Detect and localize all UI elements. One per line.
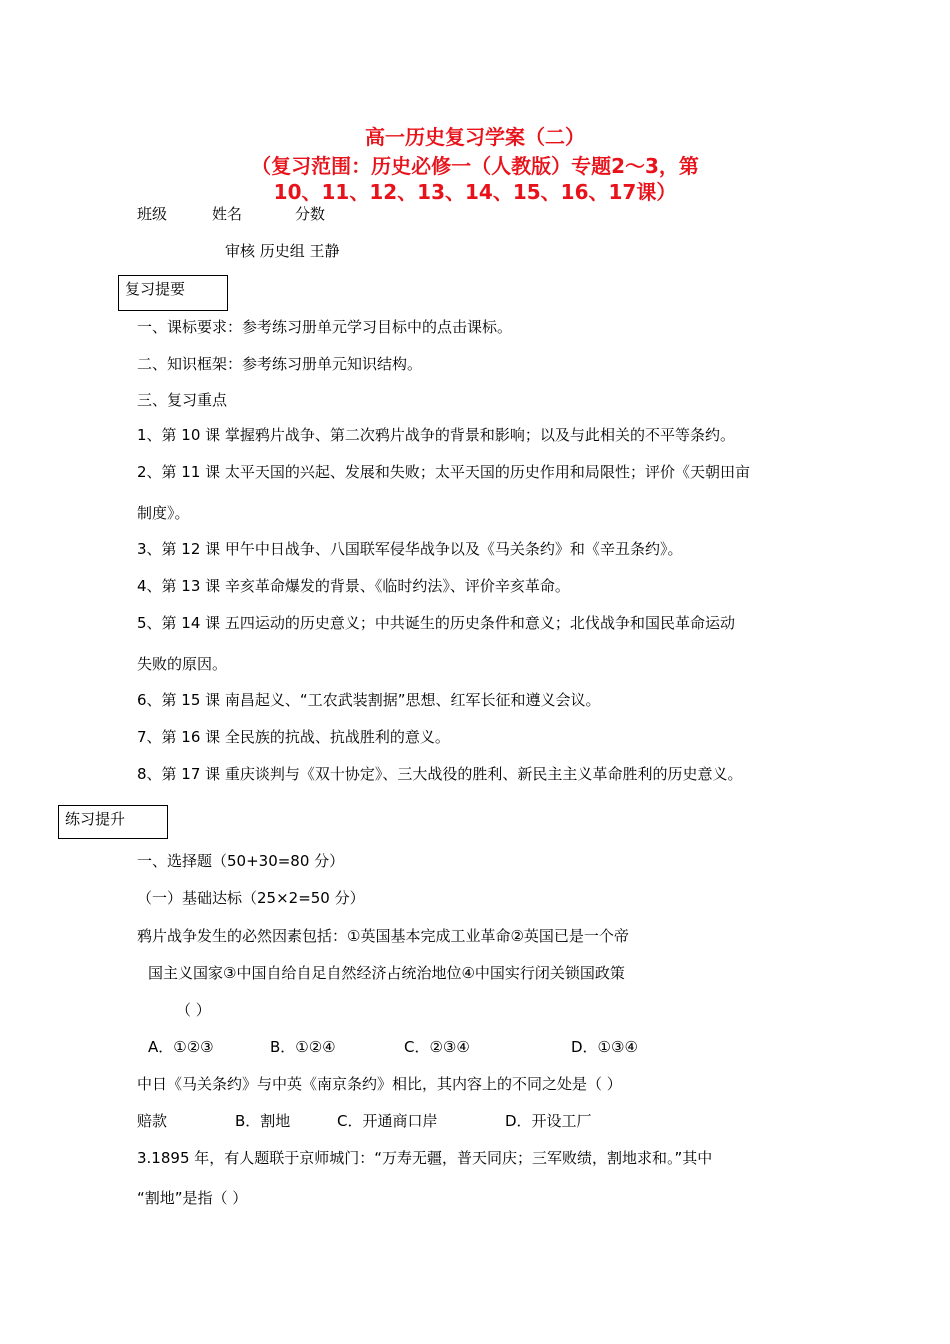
question-2-text: 中日《马关条约》与中英《南京条约》相比，其内容上的不同之处是（ ） — [137, 1075, 622, 1093]
doc-title: 高一历史复习学案（二） — [365, 125, 585, 149]
text-line: 三、复习重点 — [137, 391, 228, 409]
key-point-item: 失败的原因。 — [137, 655, 228, 673]
key-point-item: 5、第 14 课 五四运动的历史意义；中共诞生的历史条件和意义；北伐战争和国民革命运动 — [137, 614, 735, 632]
doc-subtitle-line1: （复习范围：历史必修一（人教版）专题2～3，第 — [251, 154, 699, 178]
question-1-option-b: B．①②④ — [270, 1038, 336, 1056]
exercise-heading: 一、选择题（50+30=80 分） — [137, 852, 345, 870]
key-point-item: 4、第 13 课 辛亥革命爆发的背景、《临时约法》、评价辛亥革命。 — [137, 577, 570, 595]
section-box-practice — [58, 805, 168, 839]
question-1-option-d: D．①③④ — [571, 1038, 638, 1056]
section-box-label: 复习提要 — [125, 280, 186, 298]
question-3-text: “割地”是指（ ） — [137, 1189, 248, 1207]
key-point-item: 2、第 11 课 太平天国的兴起、发展和失败；太平天国的历史作用和局限性；评价《天朝田亩 — [137, 463, 750, 481]
section-box-label: 练习提升 — [65, 810, 126, 828]
text-line: 二、知识框架：参考练习册单元知识结构。 — [137, 355, 423, 373]
question-2-option-d: D．开设工厂 — [505, 1112, 592, 1130]
question-1-text: 鸦片战争发生的必然因素包括：①英国基本完成工业革命②英国已是一个帝 — [137, 927, 629, 945]
question-2-option-a: 赔款 — [137, 1112, 168, 1130]
question-1-option-c: C．②③④ — [404, 1038, 470, 1056]
question-1-blank: （ ） — [176, 1001, 211, 1019]
question-2-option-c: C．开通商口岸 — [337, 1112, 438, 1130]
question-3-text: 3.1895 年，有人题联于京师城门：“万寿无疆，普天同庆；三军败绩，割地求和。”其中 — [137, 1149, 713, 1167]
key-point-item: 6、第 15 课 南昌起义、“工农武装割据”思想、红军长征和遵义会议。 — [137, 691, 601, 709]
doc-subtitle-line2: 10、11、12、13、14、15、16、17课） — [273, 180, 677, 204]
question-1-text: 国主义国家③中国自给自足自然经济占统治地位④中国实行闭关锁国政策 — [148, 964, 625, 982]
text-line: 一、课标要求：参考练习册单元学习目标中的点击课标。 — [137, 318, 513, 336]
key-point-item: 制度》。 — [137, 504, 190, 522]
reviewer: 审核 历史组 王静 — [225, 242, 340, 260]
key-point-item: 7、第 16 课 全民族的抗战、抗战胜利的意义。 — [137, 728, 450, 746]
name-label: 姓名 — [212, 205, 243, 223]
question-1-option-a: A．①②③ — [148, 1038, 214, 1056]
score-label: 分数 — [295, 205, 326, 223]
class-label: 班级 — [137, 205, 168, 223]
question-2-option-b: B．割地 — [235, 1112, 291, 1130]
key-point-item: 8、第 17 课 重庆谈判与《双十协定》、三大战役的胜利、新民主主义革命胜利的历史意义。 — [137, 765, 743, 783]
key-point-item: 1、第 10 课 掌握鸦片战争、第二次鸦片战争的背景和影响；以及与此相关的不平等条约。 — [137, 426, 735, 444]
key-point-item: 3、第 12 课 甲午中日战争、八国联军侵华战争以及《马关条约》和《辛丑条约》。 — [137, 540, 683, 558]
section-box-review-summary — [118, 275, 228, 311]
exercise-subheading: （一）基础达标（25×2=50 分） — [137, 889, 365, 907]
